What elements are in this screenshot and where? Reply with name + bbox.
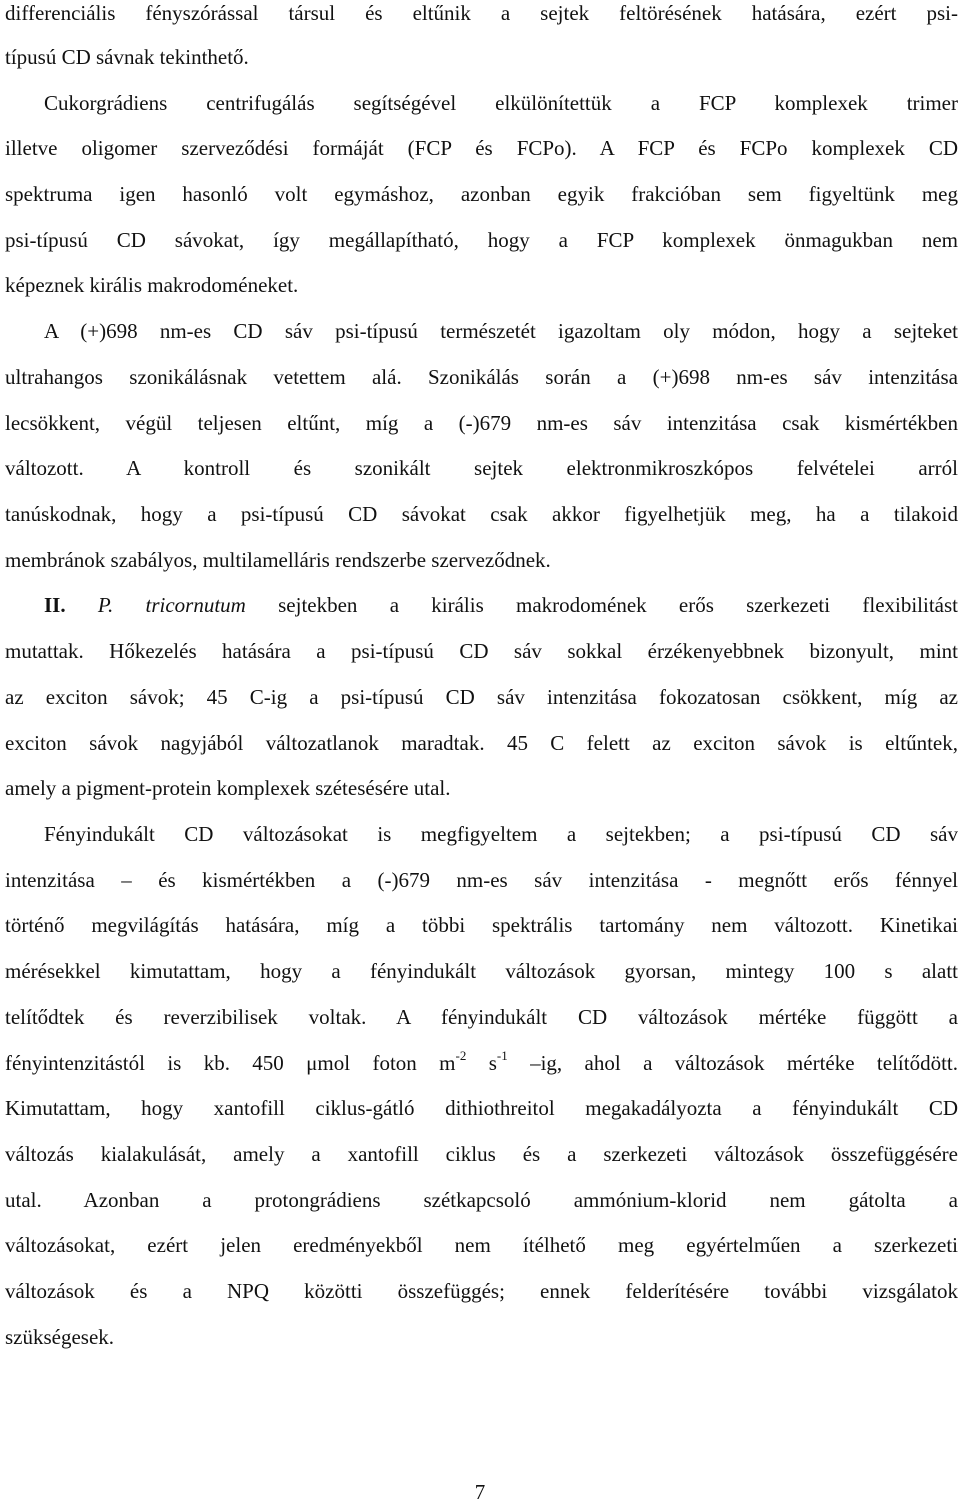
text-line: illetve oligomer szerveződési formáját (FCP és FCPo). A FCP és FCPo komplexek CD — [5, 136, 958, 160]
intensity-text: fényintenzitástól is kb. 450 μmol foton m — [5, 1051, 456, 1075]
paragraph-first-line: A (+)698 nm-es CD sáv psi-típusú természetét igazoltam oly módon, hogy a sejteket — [44, 319, 958, 343]
paragraph-first-line: Fényindukált CD változásokat is megfigyeltem a sejtekben; a psi-típusú CD sáv — [44, 822, 958, 846]
text-line: differenciális fényszórással társul és eltűnik a sejtek feltörésének hatására, ezért psi- — [5, 1, 958, 25]
exponent: -1 — [496, 1048, 508, 1063]
section-heading-line — [44, 592, 958, 619]
text-line: amely a pigment-protein komplexek szétesésére utal. — [5, 776, 451, 800]
text-line: ultrahangos szonikálásnak vetettem alá. Szonikálás során a (+)698 nm-es sáv intenzitása — [5, 365, 958, 389]
intensity-line — [5, 1050, 958, 1077]
text-line: psi-típusú CD sávokat, így megállapítható, hogy a FCP komplexek önmagukban nem — [5, 228, 958, 252]
text-line: az exciton sávok; 45 C-ig a psi-típusú CD sáv intenzitása fokozatosan csökkent, míg az — [5, 685, 958, 709]
text-line: típusú CD sávnak tekinthető. — [5, 45, 249, 69]
text-line: szükségesek. — [5, 1325, 115, 1349]
paragraph-first-line: Cukorgrádiens centrifugálás segítségével elkülönítettük a FCP komplexek trimer — [44, 91, 958, 115]
text-line: utal. Azonban a protongrádiens szétkapcsoló ammónium-klorid nem gátolta a — [5, 1188, 958, 1212]
intensity-text: –ig, ahol a változások mértéke telítődött. — [507, 1051, 958, 1075]
intensity-text: s — [466, 1051, 497, 1075]
text-line: változott. A kontroll és szonikált sejtek elektronmikroszkópos felvételei arról — [5, 456, 958, 480]
text-line: mérésekkel kimutattam, hogy a fényindukált változások gyorsan, mintegy 100 s alatt — [5, 959, 958, 983]
page-number: 7 — [474, 1480, 486, 1504]
text-line: spektruma igen hasonló volt egymáshoz, azonban egyik frakcióban sem figyeltünk meg — [5, 182, 958, 206]
text-line: intenzitása – és kismértékben a (-)679 nm-es sáv intenzitása - megnőtt erős fénnyel — [5, 868, 958, 892]
text-line: membránok szabályos, multilamelláris rendszerbe szerveződnek. — [5, 548, 551, 572]
species-abbrev: P. — [97, 593, 114, 617]
text-line: Kimutattam, hogy xantofill ciklus-gátló dithiothreitol megakadályozta a fényindukált CD — [5, 1096, 958, 1120]
text-line: történő megvilágítás hatására, míg a többi spektrális tartomány nem változott. Kinetikai — [5, 913, 958, 937]
species-name: tricornutum — [145, 593, 246, 617]
text-line: változás kialakulását, amely a xantofill ciklus és a szerkezeti változások összefüggésére — [5, 1142, 958, 1166]
section-label: II. — [44, 593, 66, 617]
text-line: mutattak. Hőkezelés hatására a psi-típusú CD sáv sokkal érzékenyebbnek bizonyult, mint — [5, 639, 958, 663]
section-rest: sejtekben a királis makrodomének erős szerkezeti flexibilitást — [278, 593, 959, 617]
text-line: változásokat, ezért jelen eredményekből nem ítélhető meg egyértelműen a szerkezeti — [5, 1233, 958, 1257]
text-line: exciton sávok nagyjából változatlanok maradtak. 45 C felett az exciton sávok is eltűntek, — [5, 731, 958, 755]
text-line: lecsökkent, végül teljesen eltűnt, míg a (-)679 nm-es sáv intenzitása csak kismértékben — [5, 411, 958, 435]
text-line: tanúskodnak, hogy a psi-típusú CD sávokat csak akkor figyelhetjük meg, ha a tilakoid — [5, 502, 958, 526]
exponent: -2 — [455, 1048, 467, 1063]
text-line: telítődtek és reverzibilisek voltak. A fényindukált CD változások mértéke függött a — [5, 1005, 958, 1029]
text-line: képeznek királis makrodoméneket. — [5, 273, 299, 297]
text-line: változások és a NPQ közötti összefüggés; ennek felderítésére további vizsgálatok — [5, 1279, 958, 1303]
